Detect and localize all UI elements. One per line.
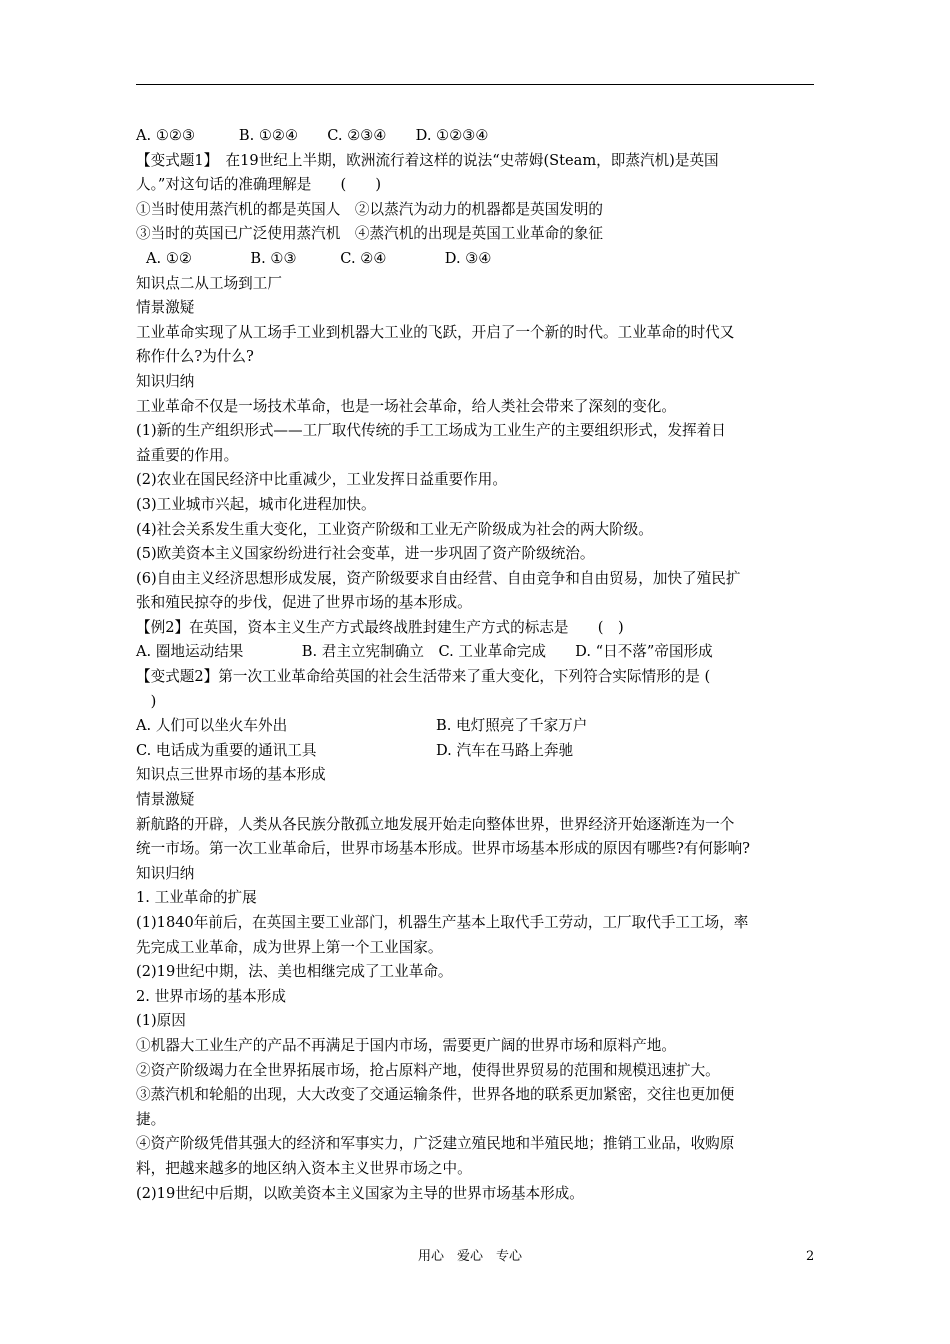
list-item: (4)社会关系发生重大变化，工业资产阶级和工业无产阶级成为社会的两大阶级。 xyxy=(136,520,653,538)
list-item: (6)自由主义经济思想形成发展，资产阶级要求自由经营、自由竞争和自由贸易，加快了殖民扩 xyxy=(136,569,741,587)
numbered-heading: 2. 世界市场的基本形成 xyxy=(136,987,286,1005)
subsection-heading: 知识归纳 xyxy=(136,372,195,390)
list-item: (1)1840年前后，在英国主要工业部门，机器生产基本上取代手工劳动，工厂取代手工工场，率 xyxy=(136,914,749,931)
statement-line: ③当时的英国已广泛使用蒸汽机 ④蒸汽机的出现是英国工业革命的象征 xyxy=(136,225,604,243)
options-line: A. 圈地运动结果 B. 君主立宪制确立 C. 工业革命完成 D. “日不落”帝国形成 xyxy=(136,643,713,661)
paragraph-line: 工业革命实现了从工场手工业到机器大工业的飞跃，开启了一个新的时代。工业革命的时代又 xyxy=(136,323,735,341)
list-item-cont: 料，把越来越多的地区纳入资本主义世界市场之中。 xyxy=(136,1159,472,1177)
options-line: A. ①② B. ①③ C. ②④ D. ③④ xyxy=(146,249,492,267)
option-a: A. 人们可以坐火车外出 xyxy=(136,717,288,735)
paragraph-line: 统一市场。第一次工业革命后，世界市场基本形成。世界市场基本形成的原因有哪些?有何影响? xyxy=(136,840,750,858)
subsection-heading: 情景激疑 xyxy=(136,791,195,809)
list-item: (3)工业城市兴起，城市化进程加快。 xyxy=(136,495,376,513)
list-item: ②资产阶级竭力在全世界拓展市场，抢占原料产地，使得世界贸易的范围和规模迅速扩大。 xyxy=(136,1061,720,1079)
option-d: D. 汽车在马路上奔驰 xyxy=(436,741,574,759)
options-line: A. ①②③ B. ①②④ C. ②③④ D. ①②③④ xyxy=(136,127,489,144)
section-heading: 知识点二从工场到工厂 xyxy=(136,274,282,292)
list-item-cont: 益重要的作用。 xyxy=(136,446,239,464)
subsection-heading: 知识归纳 xyxy=(136,864,195,882)
list-item: (2)19世纪中后期，以欧美资本主义国家为主导的世界市场基本形成。 xyxy=(136,1184,584,1202)
question-variant-2: 【变式题2】第一次工业革命给英国的社会生活带来了重大变化，下列符合实际情形的是 ( xyxy=(136,668,711,686)
list-item-cont: 先完成工业革命，成为世界上第一个工业国家。 xyxy=(136,938,443,956)
section-heading: 知识点三世界市场的基本形成 xyxy=(136,766,326,784)
option-c: C. 电话成为重要的通讯工具 xyxy=(136,741,317,759)
statement-line: ①当时使用蒸汽机的都是英国人 ②以蒸汽为动力的机器都是英国发明的 xyxy=(136,200,604,218)
question-variant-1: 【变式题1】 在19世纪上半期，欧洲流行着这样的说法“史蒂姆(Steam，即蒸汽机)是英国 xyxy=(136,151,719,169)
subsection-heading: 情景激疑 xyxy=(136,299,195,317)
example-question-2: 【例2】在英国，资本主义生产方式最终战胜封建生产方式的标志是 ( ) xyxy=(136,618,624,636)
list-item: (2)农业在国民经济中比重减少，工业发挥日益重要作用。 xyxy=(136,471,507,489)
list-item: (5)欧美资本主义国家纷纷进行社会变革，进一步巩固了资产阶级统治。 xyxy=(136,545,595,563)
list-item-cont: 捷。 xyxy=(136,1110,166,1128)
question-variant-2-cont: ) xyxy=(136,692,157,710)
list-item: ④资产阶级凭借其强大的经济和军事实力，广泛建立殖民地和半殖民地；推销工业品，收购原 xyxy=(136,1135,735,1153)
header-rule xyxy=(136,84,814,85)
list-item: (1)原因 xyxy=(136,1012,186,1030)
list-item: ③蒸汽机和轮船的出现，大大改变了交通运输条件，世界各地的联系更加紧密，交往也更加便 xyxy=(136,1086,735,1104)
options-row xyxy=(136,714,816,739)
question-variant-1-cont: 人。”对这句话的准确理解是 ( ) xyxy=(136,176,382,194)
option-b: B. 电灯照亮了千家万户 xyxy=(436,717,588,735)
options-row xyxy=(136,739,816,764)
paragraph-line: 工业革命不仅是一场技术革命，也是一场社会革命，给人类社会带来了深刻的变化。 xyxy=(136,397,676,415)
list-item: (2)19世纪中期，法、美也相继完成了工业革命。 xyxy=(136,963,453,981)
list-item: (1)新的生产组织形式——工厂取代传统的手工工场成为工业生产的主要组织形式，发挥着日 xyxy=(136,422,726,440)
list-item: ①机器大工业生产的产品不再满足于国内市场，需要更广阔的世界市场和原料产地。 xyxy=(136,1036,676,1054)
list-item-cont: 张和殖民掠夺的步伐，促进了世界市场的基本形成。 xyxy=(136,594,472,612)
page-number: 2 xyxy=(806,1249,815,1264)
document-body xyxy=(136,124,816,1206)
numbered-heading: 1. 工业革命的扩展 xyxy=(136,889,257,907)
footer-motto: 用心 爱心 专心 xyxy=(418,1249,523,1264)
paragraph-line: 称作什么?为什么? xyxy=(136,348,254,366)
paragraph-line: 新航路的开辟，人类从各民族分散孤立地发展开始走向整体世界，世界经济开始逐渐连为一个 xyxy=(136,815,735,833)
